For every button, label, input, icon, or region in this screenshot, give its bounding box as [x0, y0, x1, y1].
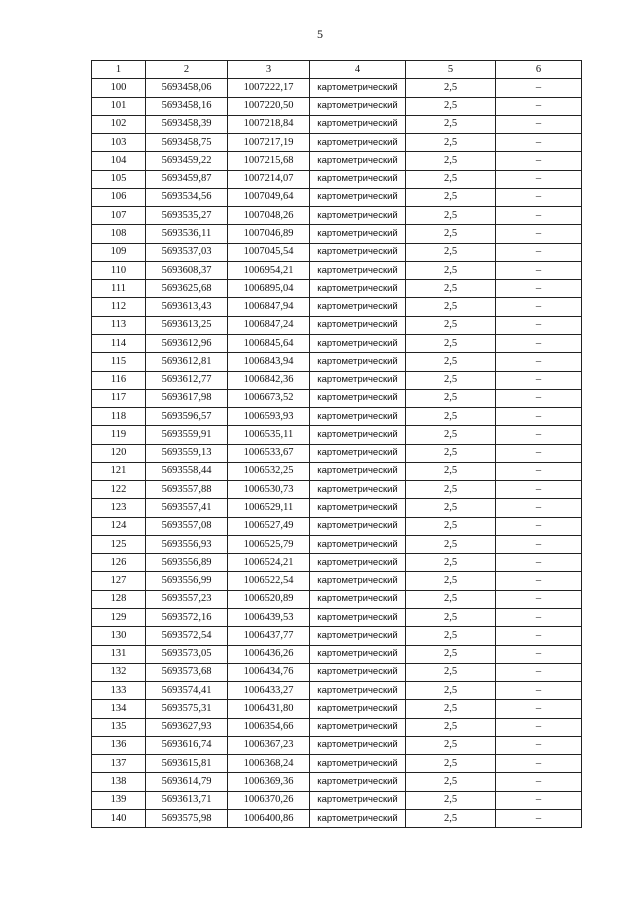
method-cell: картометрический	[310, 535, 406, 553]
point-number-cell: 121	[92, 462, 146, 480]
table-row	[92, 499, 582, 517]
point-number-cell: 124	[92, 517, 146, 535]
y-coordinate-cell: 1006354,66	[228, 718, 310, 736]
accuracy-cell: 2,5	[406, 280, 496, 298]
accuracy-cell: 2,5	[406, 115, 496, 133]
note-cell: –	[496, 444, 582, 462]
column-header: 1	[92, 61, 146, 79]
note-cell: –	[496, 408, 582, 426]
table-row	[92, 444, 582, 462]
x-coordinate-cell: 5693572,16	[146, 608, 228, 626]
x-coordinate-cell: 5693574,41	[146, 682, 228, 700]
y-coordinate-cell: 1006843,94	[228, 353, 310, 371]
accuracy-cell: 2,5	[406, 755, 496, 773]
x-coordinate-cell: 5693537,03	[146, 243, 228, 261]
method-cell: картометрический	[310, 152, 406, 170]
method-cell: картометрический	[310, 627, 406, 645]
point-number-cell: 115	[92, 353, 146, 371]
accuracy-cell: 2,5	[406, 645, 496, 663]
column-header: 6	[496, 61, 582, 79]
table-row	[92, 389, 582, 407]
x-coordinate-cell: 5693458,75	[146, 134, 228, 152]
point-number-cell: 128	[92, 590, 146, 608]
table-body	[92, 79, 582, 828]
y-coordinate-cell: 1006370,26	[228, 791, 310, 809]
accuracy-cell: 2,5	[406, 152, 496, 170]
accuracy-cell: 2,5	[406, 79, 496, 97]
point-number-cell: 107	[92, 207, 146, 225]
y-coordinate-cell: 1007049,64	[228, 188, 310, 206]
y-coordinate-cell: 1006532,25	[228, 462, 310, 480]
y-coordinate-cell: 1007218,84	[228, 115, 310, 133]
table-row	[92, 97, 582, 115]
point-number-cell: 100	[92, 79, 146, 97]
accuracy-cell: 2,5	[406, 499, 496, 517]
x-coordinate-cell: 5693559,13	[146, 444, 228, 462]
method-cell: картометрический	[310, 408, 406, 426]
method-cell: картометрический	[310, 371, 406, 389]
point-number-cell: 106	[92, 188, 146, 206]
y-coordinate-cell: 1007222,17	[228, 79, 310, 97]
note-cell: –	[496, 389, 582, 407]
table-row	[92, 243, 582, 261]
y-coordinate-cell: 1006439,53	[228, 608, 310, 626]
x-coordinate-cell: 5693608,37	[146, 261, 228, 279]
method-cell: картометрический	[310, 809, 406, 827]
note-cell: –	[496, 700, 582, 718]
accuracy-cell: 2,5	[406, 554, 496, 572]
y-coordinate-cell: 1006400,86	[228, 809, 310, 827]
table-row	[92, 535, 582, 553]
note-cell: –	[496, 79, 582, 97]
x-coordinate-cell: 5693627,93	[146, 718, 228, 736]
accuracy-cell: 2,5	[406, 773, 496, 791]
x-coordinate-cell: 5693612,81	[146, 353, 228, 371]
y-coordinate-cell: 1007045,54	[228, 243, 310, 261]
x-coordinate-cell: 5693459,87	[146, 170, 228, 188]
y-coordinate-cell: 1007214,07	[228, 170, 310, 188]
x-coordinate-cell: 5693572,54	[146, 627, 228, 645]
point-number-cell: 103	[92, 134, 146, 152]
note-cell: –	[496, 718, 582, 736]
x-coordinate-cell: 5693573,05	[146, 645, 228, 663]
point-number-cell: 104	[92, 152, 146, 170]
table-row	[92, 627, 582, 645]
point-number-cell: 132	[92, 663, 146, 681]
y-coordinate-cell: 1006520,89	[228, 590, 310, 608]
accuracy-cell: 2,5	[406, 225, 496, 243]
table-row	[92, 462, 582, 480]
y-coordinate-cell: 1006436,26	[228, 645, 310, 663]
x-coordinate-cell: 5693612,96	[146, 334, 228, 352]
table-row	[92, 809, 582, 827]
table-row	[92, 225, 582, 243]
method-cell: картометрический	[310, 718, 406, 736]
y-coordinate-cell: 1006673,52	[228, 389, 310, 407]
method-cell: картометрический	[310, 170, 406, 188]
accuracy-cell: 2,5	[406, 791, 496, 809]
table-row	[92, 590, 582, 608]
note-cell: –	[496, 462, 582, 480]
y-coordinate-cell: 1006527,49	[228, 517, 310, 535]
point-number-cell: 136	[92, 736, 146, 754]
accuracy-cell: 2,5	[406, 371, 496, 389]
note-cell: –	[496, 170, 582, 188]
table-row	[92, 481, 582, 499]
table-row	[92, 353, 582, 371]
accuracy-cell: 2,5	[406, 408, 496, 426]
point-number-cell: 126	[92, 554, 146, 572]
method-cell: картометрический	[310, 389, 406, 407]
note-cell: –	[496, 627, 582, 645]
accuracy-cell: 2,5	[406, 590, 496, 608]
accuracy-cell: 2,5	[406, 682, 496, 700]
method-cell: картометрический	[310, 645, 406, 663]
method-cell: картометрический	[310, 444, 406, 462]
point-number-cell: 111	[92, 280, 146, 298]
table-row	[92, 517, 582, 535]
accuracy-cell: 2,5	[406, 243, 496, 261]
table-row	[92, 554, 582, 572]
method-cell: картометрический	[310, 462, 406, 480]
point-number-cell: 140	[92, 809, 146, 827]
table-row	[92, 152, 582, 170]
column-header: 2	[146, 61, 228, 79]
x-coordinate-cell: 5693535,27	[146, 207, 228, 225]
method-cell: картометрический	[310, 682, 406, 700]
note-cell: –	[496, 755, 582, 773]
table-row	[92, 188, 582, 206]
method-cell: картометрический	[310, 554, 406, 572]
accuracy-cell: 2,5	[406, 353, 496, 371]
method-cell: картометрический	[310, 353, 406, 371]
accuracy-cell: 2,5	[406, 426, 496, 444]
accuracy-cell: 2,5	[406, 170, 496, 188]
note-cell: –	[496, 535, 582, 553]
accuracy-cell: 2,5	[406, 718, 496, 736]
point-number-cell: 118	[92, 408, 146, 426]
y-coordinate-cell: 1006367,23	[228, 736, 310, 754]
y-coordinate-cell: 1006593,93	[228, 408, 310, 426]
x-coordinate-cell: 5693616,74	[146, 736, 228, 754]
accuracy-cell: 2,5	[406, 663, 496, 681]
point-number-cell: 114	[92, 334, 146, 352]
x-coordinate-cell: 5693573,68	[146, 663, 228, 681]
x-coordinate-cell: 5693557,23	[146, 590, 228, 608]
point-number-cell: 102	[92, 115, 146, 133]
y-coordinate-cell: 1006431,80	[228, 700, 310, 718]
accuracy-cell: 2,5	[406, 207, 496, 225]
point-number-cell: 122	[92, 481, 146, 499]
note-cell: –	[496, 481, 582, 499]
x-coordinate-cell: 5693614,79	[146, 773, 228, 791]
table-row	[92, 736, 582, 754]
note-cell: –	[496, 115, 582, 133]
note-cell: –	[496, 809, 582, 827]
point-number-cell: 105	[92, 170, 146, 188]
method-cell: картометрический	[310, 316, 406, 334]
table-row	[92, 755, 582, 773]
accuracy-cell: 2,5	[406, 809, 496, 827]
y-coordinate-cell: 1006842,36	[228, 371, 310, 389]
table-row	[92, 408, 582, 426]
note-cell: –	[496, 261, 582, 279]
x-coordinate-cell: 5693534,56	[146, 188, 228, 206]
x-coordinate-cell: 5693625,68	[146, 280, 228, 298]
x-coordinate-cell: 5693617,98	[146, 389, 228, 407]
y-coordinate-cell: 1006535,11	[228, 426, 310, 444]
x-coordinate-cell: 5693575,31	[146, 700, 228, 718]
x-coordinate-cell: 5693459,22	[146, 152, 228, 170]
method-cell: картометрический	[310, 280, 406, 298]
x-coordinate-cell: 5693557,41	[146, 499, 228, 517]
table-row	[92, 426, 582, 444]
method-cell: картометрический	[310, 97, 406, 115]
x-coordinate-cell: 5693575,98	[146, 809, 228, 827]
y-coordinate-cell: 1006530,73	[228, 481, 310, 499]
method-cell: картометрический	[310, 736, 406, 754]
method-cell: картометрический	[310, 572, 406, 590]
x-coordinate-cell: 5693558,44	[146, 462, 228, 480]
note-cell: –	[496, 426, 582, 444]
method-cell: картометрический	[310, 663, 406, 681]
coordinates-table	[91, 60, 582, 828]
table-row	[92, 134, 582, 152]
table-row	[92, 718, 582, 736]
accuracy-cell: 2,5	[406, 535, 496, 553]
note-cell: –	[496, 682, 582, 700]
page-number: 5	[317, 27, 323, 41]
method-cell: картометрический	[310, 225, 406, 243]
column-header: 3	[228, 61, 310, 79]
note-cell: –	[496, 316, 582, 334]
point-number-cell: 119	[92, 426, 146, 444]
point-number-cell: 130	[92, 627, 146, 645]
point-number-cell: 139	[92, 791, 146, 809]
note-cell: –	[496, 517, 582, 535]
column-header: 5	[406, 61, 496, 79]
point-number-cell: 125	[92, 535, 146, 553]
y-coordinate-cell: 1007046,89	[228, 225, 310, 243]
table-row	[92, 791, 582, 809]
method-cell: картометрический	[310, 243, 406, 261]
table-row	[92, 79, 582, 97]
y-coordinate-cell: 1006895,04	[228, 280, 310, 298]
method-cell: картометрический	[310, 700, 406, 718]
x-coordinate-cell: 5693596,57	[146, 408, 228, 426]
accuracy-cell: 2,5	[406, 316, 496, 334]
table-row	[92, 298, 582, 316]
x-coordinate-cell: 5693613,71	[146, 791, 228, 809]
x-coordinate-cell: 5693615,81	[146, 755, 228, 773]
accuracy-cell: 2,5	[406, 134, 496, 152]
note-cell: –	[496, 353, 582, 371]
note-cell: –	[496, 207, 582, 225]
table-row	[92, 170, 582, 188]
table-row	[92, 572, 582, 590]
table-row	[92, 316, 582, 334]
note-cell: –	[496, 298, 582, 316]
method-cell: картометрический	[310, 791, 406, 809]
accuracy-cell: 2,5	[406, 261, 496, 279]
accuracy-cell: 2,5	[406, 444, 496, 462]
table-row	[92, 334, 582, 352]
x-coordinate-cell: 5693613,43	[146, 298, 228, 316]
y-coordinate-cell: 1006368,24	[228, 755, 310, 773]
note-cell: –	[496, 499, 582, 517]
point-number-cell: 129	[92, 608, 146, 626]
x-coordinate-cell: 5693458,39	[146, 115, 228, 133]
y-coordinate-cell: 1006845,64	[228, 334, 310, 352]
method-cell: картометрический	[310, 134, 406, 152]
method-cell: картометрический	[310, 298, 406, 316]
method-cell: картометрический	[310, 608, 406, 626]
accuracy-cell: 2,5	[406, 627, 496, 645]
note-cell: –	[496, 572, 582, 590]
method-cell: картометрический	[310, 261, 406, 279]
table-row	[92, 700, 582, 718]
accuracy-cell: 2,5	[406, 572, 496, 590]
y-coordinate-cell: 1006525,79	[228, 535, 310, 553]
table-row	[92, 207, 582, 225]
note-cell: –	[496, 791, 582, 809]
x-coordinate-cell: 5693613,25	[146, 316, 228, 334]
note-cell: –	[496, 590, 582, 608]
point-number-cell: 110	[92, 261, 146, 279]
point-number-cell: 138	[92, 773, 146, 791]
point-number-cell: 101	[92, 97, 146, 115]
accuracy-cell: 2,5	[406, 389, 496, 407]
method-cell: картометрический	[310, 207, 406, 225]
method-cell: картометрический	[310, 755, 406, 773]
accuracy-cell: 2,5	[406, 736, 496, 754]
x-coordinate-cell: 5693458,16	[146, 97, 228, 115]
y-coordinate-cell: 1006437,77	[228, 627, 310, 645]
accuracy-cell: 2,5	[406, 298, 496, 316]
x-coordinate-cell: 5693612,77	[146, 371, 228, 389]
x-coordinate-cell: 5693559,91	[146, 426, 228, 444]
note-cell: –	[496, 134, 582, 152]
method-cell: картометрический	[310, 481, 406, 499]
x-coordinate-cell: 5693556,93	[146, 535, 228, 553]
accuracy-cell: 2,5	[406, 517, 496, 535]
table-row	[92, 280, 582, 298]
y-coordinate-cell: 1006529,11	[228, 499, 310, 517]
x-coordinate-cell: 5693556,99	[146, 572, 228, 590]
note-cell: –	[496, 371, 582, 389]
point-number-cell: 134	[92, 700, 146, 718]
accuracy-cell: 2,5	[406, 188, 496, 206]
y-coordinate-cell: 1006369,36	[228, 773, 310, 791]
y-coordinate-cell: 1006847,94	[228, 298, 310, 316]
x-coordinate-cell: 5693557,88	[146, 481, 228, 499]
note-cell: –	[496, 243, 582, 261]
point-number-cell: 133	[92, 682, 146, 700]
column-header: 4	[310, 61, 406, 79]
point-number-cell: 137	[92, 755, 146, 773]
note-cell: –	[496, 773, 582, 791]
table-row	[92, 608, 582, 626]
y-coordinate-cell: 1006533,67	[228, 444, 310, 462]
point-number-cell: 117	[92, 389, 146, 407]
note-cell: –	[496, 188, 582, 206]
point-number-cell: 120	[92, 444, 146, 462]
method-cell: картометрический	[310, 334, 406, 352]
y-coordinate-cell: 1007220,50	[228, 97, 310, 115]
table-row	[92, 773, 582, 791]
table-row	[92, 663, 582, 681]
method-cell: картометрический	[310, 773, 406, 791]
y-coordinate-cell: 1006433,27	[228, 682, 310, 700]
y-coordinate-cell: 1006847,24	[228, 316, 310, 334]
x-coordinate-cell: 5693557,08	[146, 517, 228, 535]
y-coordinate-cell: 1006522,54	[228, 572, 310, 590]
y-coordinate-cell: 1006434,76	[228, 663, 310, 681]
y-coordinate-cell: 1007215,68	[228, 152, 310, 170]
x-coordinate-cell: 5693556,89	[146, 554, 228, 572]
point-number-cell: 135	[92, 718, 146, 736]
point-number-cell: 127	[92, 572, 146, 590]
accuracy-cell: 2,5	[406, 462, 496, 480]
table-row	[92, 261, 582, 279]
note-cell: –	[496, 608, 582, 626]
x-coordinate-cell: 5693458,06	[146, 79, 228, 97]
point-number-cell: 131	[92, 645, 146, 663]
table-row	[92, 645, 582, 663]
method-cell: картометрический	[310, 426, 406, 444]
table-row	[92, 371, 582, 389]
accuracy-cell: 2,5	[406, 700, 496, 718]
note-cell: –	[496, 645, 582, 663]
point-number-cell: 109	[92, 243, 146, 261]
method-cell: картометрический	[310, 499, 406, 517]
method-cell: картометрический	[310, 188, 406, 206]
point-number-cell: 108	[92, 225, 146, 243]
note-cell: –	[496, 97, 582, 115]
method-cell: картометрический	[310, 79, 406, 97]
accuracy-cell: 2,5	[406, 334, 496, 352]
note-cell: –	[496, 554, 582, 572]
method-cell: картометрический	[310, 517, 406, 535]
point-number-cell: 113	[92, 316, 146, 334]
point-number-cell: 116	[92, 371, 146, 389]
point-number-cell: 112	[92, 298, 146, 316]
accuracy-cell: 2,5	[406, 97, 496, 115]
note-cell: –	[496, 280, 582, 298]
y-coordinate-cell: 1006954,21	[228, 261, 310, 279]
table-row	[92, 115, 582, 133]
method-cell: картометрический	[310, 115, 406, 133]
table-header-row	[92, 61, 582, 79]
note-cell: –	[496, 334, 582, 352]
note-cell: –	[496, 225, 582, 243]
note-cell: –	[496, 736, 582, 754]
y-coordinate-cell: 1006524,21	[228, 554, 310, 572]
x-coordinate-cell: 5693536,11	[146, 225, 228, 243]
y-coordinate-cell: 1007048,26	[228, 207, 310, 225]
table-row	[92, 682, 582, 700]
method-cell: картометрический	[310, 590, 406, 608]
note-cell: –	[496, 152, 582, 170]
note-cell: –	[496, 663, 582, 681]
accuracy-cell: 2,5	[406, 608, 496, 626]
y-coordinate-cell: 1007217,19	[228, 134, 310, 152]
accuracy-cell: 2,5	[406, 481, 496, 499]
point-number-cell: 123	[92, 499, 146, 517]
